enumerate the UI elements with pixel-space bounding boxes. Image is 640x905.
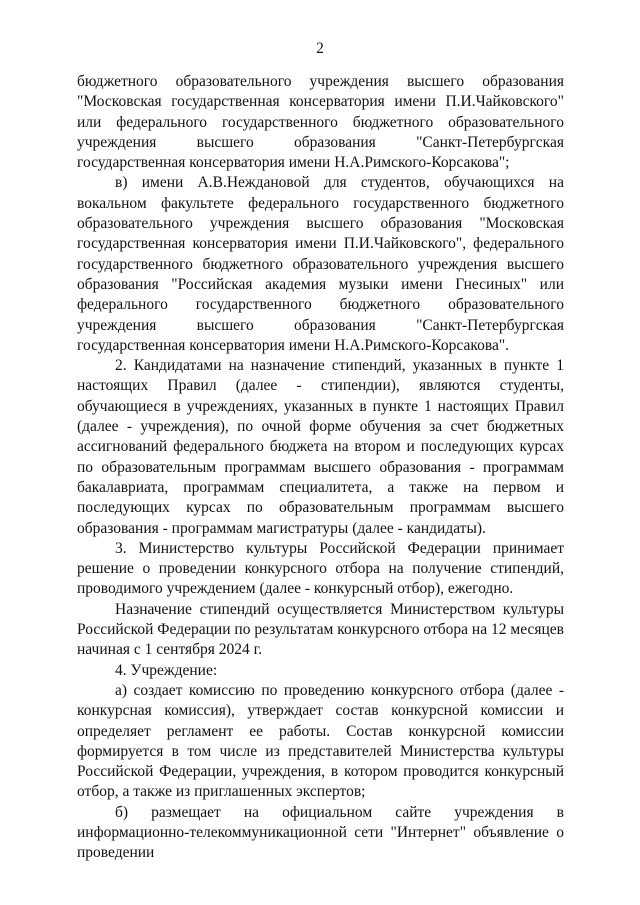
paragraph-item-v: в) имени А.В.Неждановой для студентов, обучающихся на вокальном факультете федерального государственного бюджетного образовательного учреждения высшего образования "Московская государственная консерватория имени П.И.Чайковского", федерального государственного бюджетного образовательного учреждения высшего образования "Российская академия музыки имени Гнесиных" или федерального государственного бюджетного образовательного учреждения высшего образования "Санкт-Петербургская государственная консерватория имени Н.А.Римского-Корсакова". <box>77 174 564 354</box>
paragraph-clause-3: 3. Министерство культуры Российской Федерации принимает решение о проведении конкурсного отбора на получение стипендий, проводимого учреждением (далее - конкурсный отбор), ежегодно. <box>77 539 564 598</box>
paragraph-clause-2: 2. Кандидатами на назначение стипендий, указанных в пункте 1 настоящих Правил (далее - стипендии), являются студенты, обучающиеся в учреждениях, указанных в пункте 1 настоящих Правил (далее - учреждения), по очной форме обучения за счет бюджетных ассигнований федерального бюджета на втором и последующих курсах по образовательным программам высшего образования - программам бакалавриата, программам специалитета, а также на первом и последующих курсах по образовательным программам высшего образования - программам магистратуры (далее - кандидаты). <box>77 357 564 537</box>
paragraph-continuation: бюджетного образовательного учреждения высшего образования "Московская государственная консерватория имени П.И.Чайковского" или федерального государственного бюджетного образовательного учреждения высшего образования "Санкт-Петербургская государственная консерватория имени Н.А.Римского-Корсакова"; <box>77 73 564 172</box>
document-body <box>77 72 564 864</box>
paragraph-clause-4: 4. Учреждение: <box>115 661 218 679</box>
paragraph-item-a: а) создает комиссию по проведению конкурсного отбора (далее - конкурсная комиссия), утверждает состав конкурсной комиссии и определяет регламент ее работы. Состав конкурсной комиссии формируется в том числе из представителей Министерства культуры Российской Федерации, учреждения, в котором проводится конкурсный отбор, а также из приглашенных экспертов; <box>77 681 564 801</box>
page-number: 2 <box>316 40 324 57</box>
paragraph-item-b: б) размещает на официальном сайте учреждения в информационно-телекоммуникационной сети "Интернет" объявление о проведении <box>77 803 564 862</box>
paragraph-stipend-assignment: Назначение стипендий осуществляется Министерством культуры Российской Федерации по результатам конкурсного отбора на 12 месяцев начиная с 1 сентября 2024 г. <box>77 600 564 659</box>
